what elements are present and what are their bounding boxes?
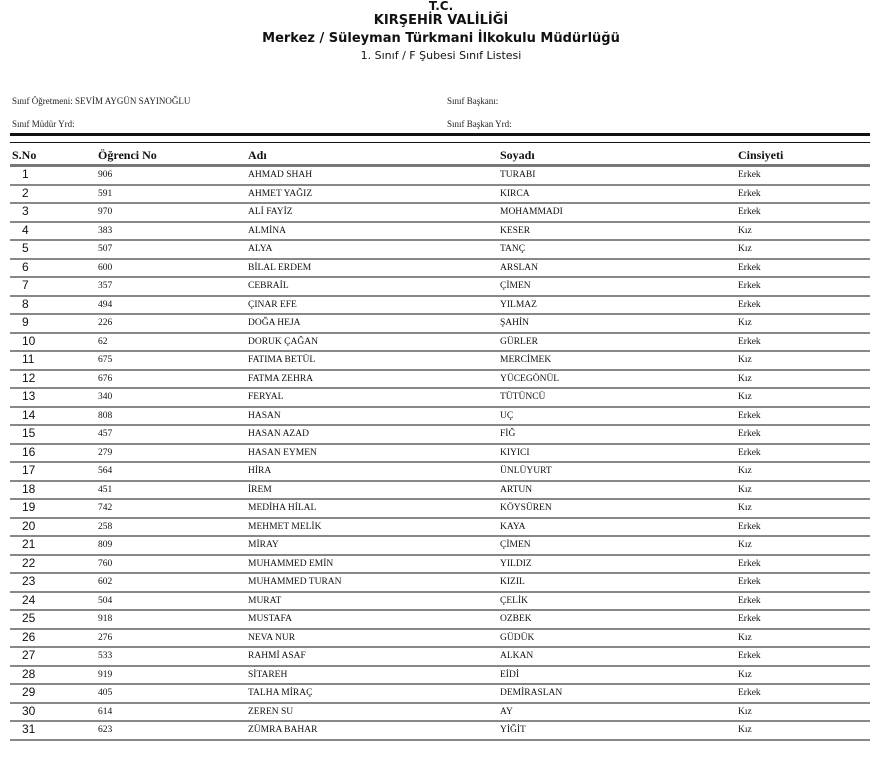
cell-surname: ÇİMEN xyxy=(500,536,738,555)
cell-name: MUSTAFA xyxy=(248,610,500,629)
cell-name: CEBRAİL xyxy=(248,277,500,296)
cell-gender: Kız xyxy=(738,370,870,389)
table-row xyxy=(10,259,870,278)
cell-name: ZEREN SU xyxy=(248,703,500,722)
cell-student-no: 226 xyxy=(98,314,248,333)
cell-student-no: 918 xyxy=(98,610,248,629)
cell-student-no: 591 xyxy=(98,185,248,204)
cell-surname: KIRCA xyxy=(500,185,738,204)
table-row xyxy=(10,592,870,611)
cell-sno: 22 xyxy=(10,555,98,574)
cell-name: ALYA xyxy=(248,240,500,259)
table-row xyxy=(10,629,870,648)
class-vice-president-label: Sınıf Başkan Yrd: xyxy=(447,119,512,129)
cell-name: FATMA ZEHRA xyxy=(248,370,500,389)
cell-sno: 18 xyxy=(10,481,98,500)
cell-surname: YILMAZ xyxy=(500,296,738,315)
cell-surname: TÜTÜNCÜ xyxy=(500,388,738,407)
cell-student-no: 675 xyxy=(98,351,248,370)
cell-student-no: 906 xyxy=(98,166,248,185)
cell-student-no: 564 xyxy=(98,462,248,481)
cell-gender: Kız xyxy=(738,499,870,518)
table-row xyxy=(10,444,870,463)
cell-gender: Kız xyxy=(738,721,870,740)
cell-sno: 27 xyxy=(10,647,98,666)
cell-gender: Kız xyxy=(738,666,870,685)
table-row xyxy=(10,240,870,259)
cell-student-no: 457 xyxy=(98,425,248,444)
cell-gender: Kız xyxy=(738,536,870,555)
cell-name: MUHAMMED EMİN xyxy=(248,555,500,574)
table-row xyxy=(10,647,870,666)
cell-student-no: 614 xyxy=(98,703,248,722)
cell-student-no: 919 xyxy=(98,666,248,685)
cell-gender: Kız xyxy=(738,240,870,259)
table-row xyxy=(10,388,870,407)
cell-gender: Erkek xyxy=(738,333,870,352)
col-header-surname: Soyadı xyxy=(500,146,738,166)
cell-student-no: 357 xyxy=(98,277,248,296)
cell-name: MİRAY xyxy=(248,536,500,555)
cell-gender: Erkek xyxy=(738,555,870,574)
cell-student-no: 405 xyxy=(98,684,248,703)
cell-gender: Erkek xyxy=(738,296,870,315)
cell-surname: TURABI xyxy=(500,166,738,185)
cell-sno: 6 xyxy=(10,259,98,278)
cell-name: MUHAMMED TURAN xyxy=(248,573,500,592)
cell-student-no: 600 xyxy=(98,259,248,278)
cell-surname: TANÇ xyxy=(500,240,738,259)
cell-student-no: 623 xyxy=(98,721,248,740)
cell-surname: ÇİMEN xyxy=(500,277,738,296)
cell-surname: DEMİRASLAN xyxy=(500,684,738,703)
cell-surname: KÖYSÜREN xyxy=(500,499,738,518)
cell-surname: YÜCEGÖNÜL xyxy=(500,370,738,389)
table-row xyxy=(10,721,870,740)
cell-gender: Kız xyxy=(738,351,870,370)
cell-sno: 31 xyxy=(10,721,98,740)
cell-surname: ŞAHİN xyxy=(500,314,738,333)
cell-surname: ÜNLÜYURT xyxy=(500,462,738,481)
table-row xyxy=(10,684,870,703)
cell-gender: Erkek xyxy=(738,647,870,666)
cell-sno: 12 xyxy=(10,370,98,389)
table-row xyxy=(10,499,870,518)
table-row xyxy=(10,555,870,574)
cell-student-no: 760 xyxy=(98,555,248,574)
cell-gender: Kız xyxy=(738,388,870,407)
cell-surname: KESER xyxy=(500,222,738,241)
cell-name: ALİ FAYİZ xyxy=(248,203,500,222)
cell-sno: 26 xyxy=(10,629,98,648)
table-row xyxy=(10,518,870,537)
cell-sno: 10 xyxy=(10,333,98,352)
divider-thick xyxy=(10,133,870,136)
table-row xyxy=(10,203,870,222)
cell-name: İREM xyxy=(248,481,500,500)
cell-student-no: 340 xyxy=(98,388,248,407)
cell-sno: 20 xyxy=(10,518,98,537)
cell-student-no: 742 xyxy=(98,499,248,518)
teacher-label: Sınıf Öğretmeni: SEVİM AYGÜN SAYINOĞLU xyxy=(12,96,191,106)
vice-principal-label: Sınıf Müdür Yrd: xyxy=(12,119,75,129)
cell-name: AHMET YAĞIZ xyxy=(248,185,500,204)
cell-gender: Erkek xyxy=(738,203,870,222)
col-header-student-no: Öğrenci No xyxy=(98,146,248,166)
table-row xyxy=(10,666,870,685)
cell-student-no: 676 xyxy=(98,370,248,389)
cell-gender: Kız xyxy=(738,703,870,722)
cell-sno: 28 xyxy=(10,666,98,685)
cell-gender: Kız xyxy=(738,629,870,648)
table-row xyxy=(10,536,870,555)
cell-name: HASAN EYMEN xyxy=(248,444,500,463)
col-header-gender: Cinsiyeti xyxy=(738,146,870,166)
cell-name: HİRA xyxy=(248,462,500,481)
cell-gender: Kız xyxy=(738,462,870,481)
student-table xyxy=(10,146,870,741)
table-row xyxy=(10,314,870,333)
cell-sno: 21 xyxy=(10,536,98,555)
cell-student-no: 808 xyxy=(98,407,248,426)
cell-student-no: 258 xyxy=(98,518,248,537)
cell-surname: ALKAN xyxy=(500,647,738,666)
table-row xyxy=(10,425,870,444)
cell-sno: 29 xyxy=(10,684,98,703)
divider-thin xyxy=(10,142,870,143)
cell-gender: Erkek xyxy=(738,259,870,278)
table-row xyxy=(10,370,870,389)
cell-student-no: 276 xyxy=(98,629,248,648)
cell-sno: 16 xyxy=(10,444,98,463)
col-header-name: Adı xyxy=(248,146,500,166)
table-row xyxy=(10,185,870,204)
cell-name: BİLAL ERDEM xyxy=(248,259,500,278)
cell-sno: 23 xyxy=(10,573,98,592)
cell-surname: GÜDÜK xyxy=(500,629,738,648)
cell-surname: OZBEK xyxy=(500,610,738,629)
cell-sno: 15 xyxy=(10,425,98,444)
table-row xyxy=(10,296,870,315)
cell-name: MEDİHA HİLAL xyxy=(248,499,500,518)
cell-gender: Kız xyxy=(738,481,870,500)
cell-student-no: 62 xyxy=(98,333,248,352)
cell-surname: AY xyxy=(500,703,738,722)
table-row xyxy=(10,166,870,185)
cell-name: HASAN AZAD xyxy=(248,425,500,444)
cell-surname: UÇ xyxy=(500,407,738,426)
cell-student-no: 504 xyxy=(98,592,248,611)
cell-sno: 19 xyxy=(10,499,98,518)
cell-surname: MOHAMMADI xyxy=(500,203,738,222)
cell-sno: 14 xyxy=(10,407,98,426)
cell-name: RAHMİ ASAF xyxy=(248,647,500,666)
cell-student-no: 279 xyxy=(98,444,248,463)
cell-surname: ARSLAN xyxy=(500,259,738,278)
cell-name: ZÜMRA BAHAR xyxy=(248,721,500,740)
cell-student-no: 383 xyxy=(98,222,248,241)
cell-gender: Erkek xyxy=(738,518,870,537)
cell-surname: KIYICI xyxy=(500,444,738,463)
col-header-sno: S.No xyxy=(10,146,98,166)
cell-gender: Erkek xyxy=(738,166,870,185)
cell-sno: 25 xyxy=(10,610,98,629)
cell-gender: Kız xyxy=(738,222,870,241)
header-school: Merkez / Süleyman Türkmani İlkokulu Müdürlüğü xyxy=(262,31,620,46)
cell-surname: ÇELİK xyxy=(500,592,738,611)
cell-sno: 2 xyxy=(10,185,98,204)
cell-name: TALHA MİRAÇ xyxy=(248,684,500,703)
cell-surname: KIZIL xyxy=(500,573,738,592)
cell-name: NEVA NUR xyxy=(248,629,500,648)
header-subtitle: 1. Sınıf / F Şubesi Sınıf Listesi xyxy=(360,49,522,62)
cell-sno: 7 xyxy=(10,277,98,296)
cell-gender: Erkek xyxy=(738,610,870,629)
cell-student-no: 533 xyxy=(98,647,248,666)
cell-gender: Erkek xyxy=(738,277,870,296)
table-row xyxy=(10,351,870,370)
cell-surname: FİĞ xyxy=(500,425,738,444)
header-title: KIRŞEHİR VALİLİĞİ xyxy=(373,13,509,28)
cell-gender: Erkek xyxy=(738,684,870,703)
cell-name: FATIMA BETÜL xyxy=(248,351,500,370)
cell-gender: Erkek xyxy=(738,444,870,463)
cell-sno: 9 xyxy=(10,314,98,333)
cell-student-no: 494 xyxy=(98,296,248,315)
cell-sno: 5 xyxy=(10,240,98,259)
cell-gender: Erkek xyxy=(738,592,870,611)
cell-name: HASAN xyxy=(248,407,500,426)
cell-surname: MERCİMEK xyxy=(500,351,738,370)
table-row xyxy=(10,407,870,426)
cell-gender: Erkek xyxy=(738,573,870,592)
table-header-row xyxy=(10,146,870,166)
table-row xyxy=(10,277,870,296)
cell-student-no: 809 xyxy=(98,536,248,555)
cell-surname: ARTUN xyxy=(500,481,738,500)
cell-name: DOĞA HEJA xyxy=(248,314,500,333)
cell-name: SİTAREH xyxy=(248,666,500,685)
table-row xyxy=(10,610,870,629)
cell-student-no: 507 xyxy=(98,240,248,259)
cell-sno: 30 xyxy=(10,703,98,722)
cell-surname: YILDIZ xyxy=(500,555,738,574)
table-row xyxy=(10,573,870,592)
cell-sno: 24 xyxy=(10,592,98,611)
table-row xyxy=(10,703,870,722)
cell-name: AHMAD SHAH xyxy=(248,166,500,185)
class-president-label: Sınıf Başkanı: xyxy=(447,96,499,106)
cell-gender: Kız xyxy=(738,314,870,333)
cell-sno: 3 xyxy=(10,203,98,222)
cell-student-no: 602 xyxy=(98,573,248,592)
cell-name: MURAT xyxy=(248,592,500,611)
table-row xyxy=(10,481,870,500)
cell-surname: YİĞİT xyxy=(500,721,738,740)
table-row xyxy=(10,333,870,352)
cell-sno: 11 xyxy=(10,351,98,370)
cell-surname: EİDİ xyxy=(500,666,738,685)
cell-sno: 4 xyxy=(10,222,98,241)
cell-sno: 8 xyxy=(10,296,98,315)
cell-student-no: 451 xyxy=(98,481,248,500)
cell-surname: GÜRLER xyxy=(500,333,738,352)
cell-gender: Erkek xyxy=(738,407,870,426)
header-tc: T.C. xyxy=(428,0,454,13)
cell-name: DORUK ÇAĞAN xyxy=(248,333,500,352)
cell-name: ALMİNA xyxy=(248,222,500,241)
cell-gender: Erkek xyxy=(738,185,870,204)
cell-gender: Erkek xyxy=(738,425,870,444)
cell-surname: KAYA xyxy=(500,518,738,537)
cell-student-no: 970 xyxy=(98,203,248,222)
cell-sno: 13 xyxy=(10,388,98,407)
cell-sno: 1 xyxy=(10,166,98,185)
cell-name: ÇINAR EFE xyxy=(248,296,500,315)
table-row xyxy=(10,222,870,241)
cell-name: MEHMET MELİK xyxy=(248,518,500,537)
cell-sno: 17 xyxy=(10,462,98,481)
cell-name: FERYAL xyxy=(248,388,500,407)
table-row xyxy=(10,462,870,481)
